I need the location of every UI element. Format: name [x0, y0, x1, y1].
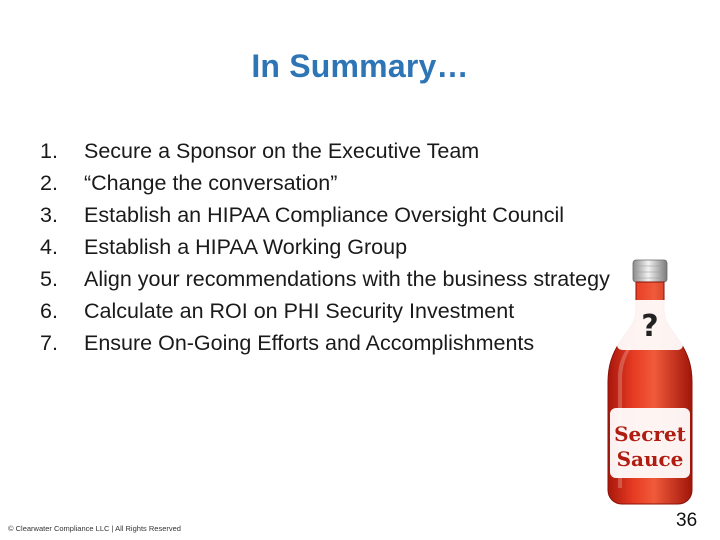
list-item-text: Secure a Sponsor on the Executive Team — [84, 139, 480, 163]
secret-sauce-bottle-image — [600, 258, 700, 508]
bottle-label-sauce: Sauce — [616, 447, 684, 471]
list-item-text: Ensure On-Going Efforts and Accomplishments — [84, 331, 535, 355]
list-item-text: Align your recommendations with the business strategy — [84, 267, 610, 291]
slide-title: In Summary… — [251, 48, 469, 84]
list-item-number: 5. — [40, 267, 58, 291]
list-item-number: 2. — [40, 171, 58, 195]
bottle-label-secret: Secret — [614, 422, 686, 446]
list-item-number: 7. — [40, 331, 58, 355]
list-item-number: 4. — [40, 235, 58, 259]
list-item — [40, 199, 610, 231]
list-item — [40, 167, 610, 199]
bottle-question-mark: ? — [641, 309, 659, 344]
list-item — [40, 327, 610, 359]
list-item-text: Calculate an ROI on PHI Security Investment — [84, 299, 515, 323]
list-item — [40, 135, 610, 167]
list-item-number: 1. — [40, 139, 58, 163]
list-item-text: “Change the conversation” — [84, 171, 338, 195]
list-item — [40, 231, 610, 263]
list-item-number: 6. — [40, 299, 58, 323]
copyright-footer: © Clearwater Compliance LLC | All Rights Reserved — [8, 524, 181, 533]
list-item-text: Establish an HIPAA Compliance Oversight Council — [84, 203, 564, 227]
list-item-number: 3. — [40, 203, 58, 227]
list-item — [40, 263, 610, 295]
list-item — [40, 295, 610, 327]
page-number: 36 — [676, 510, 698, 531]
summary-list — [40, 135, 610, 359]
list-item-text: Establish a HIPAA Working Group — [84, 235, 408, 259]
